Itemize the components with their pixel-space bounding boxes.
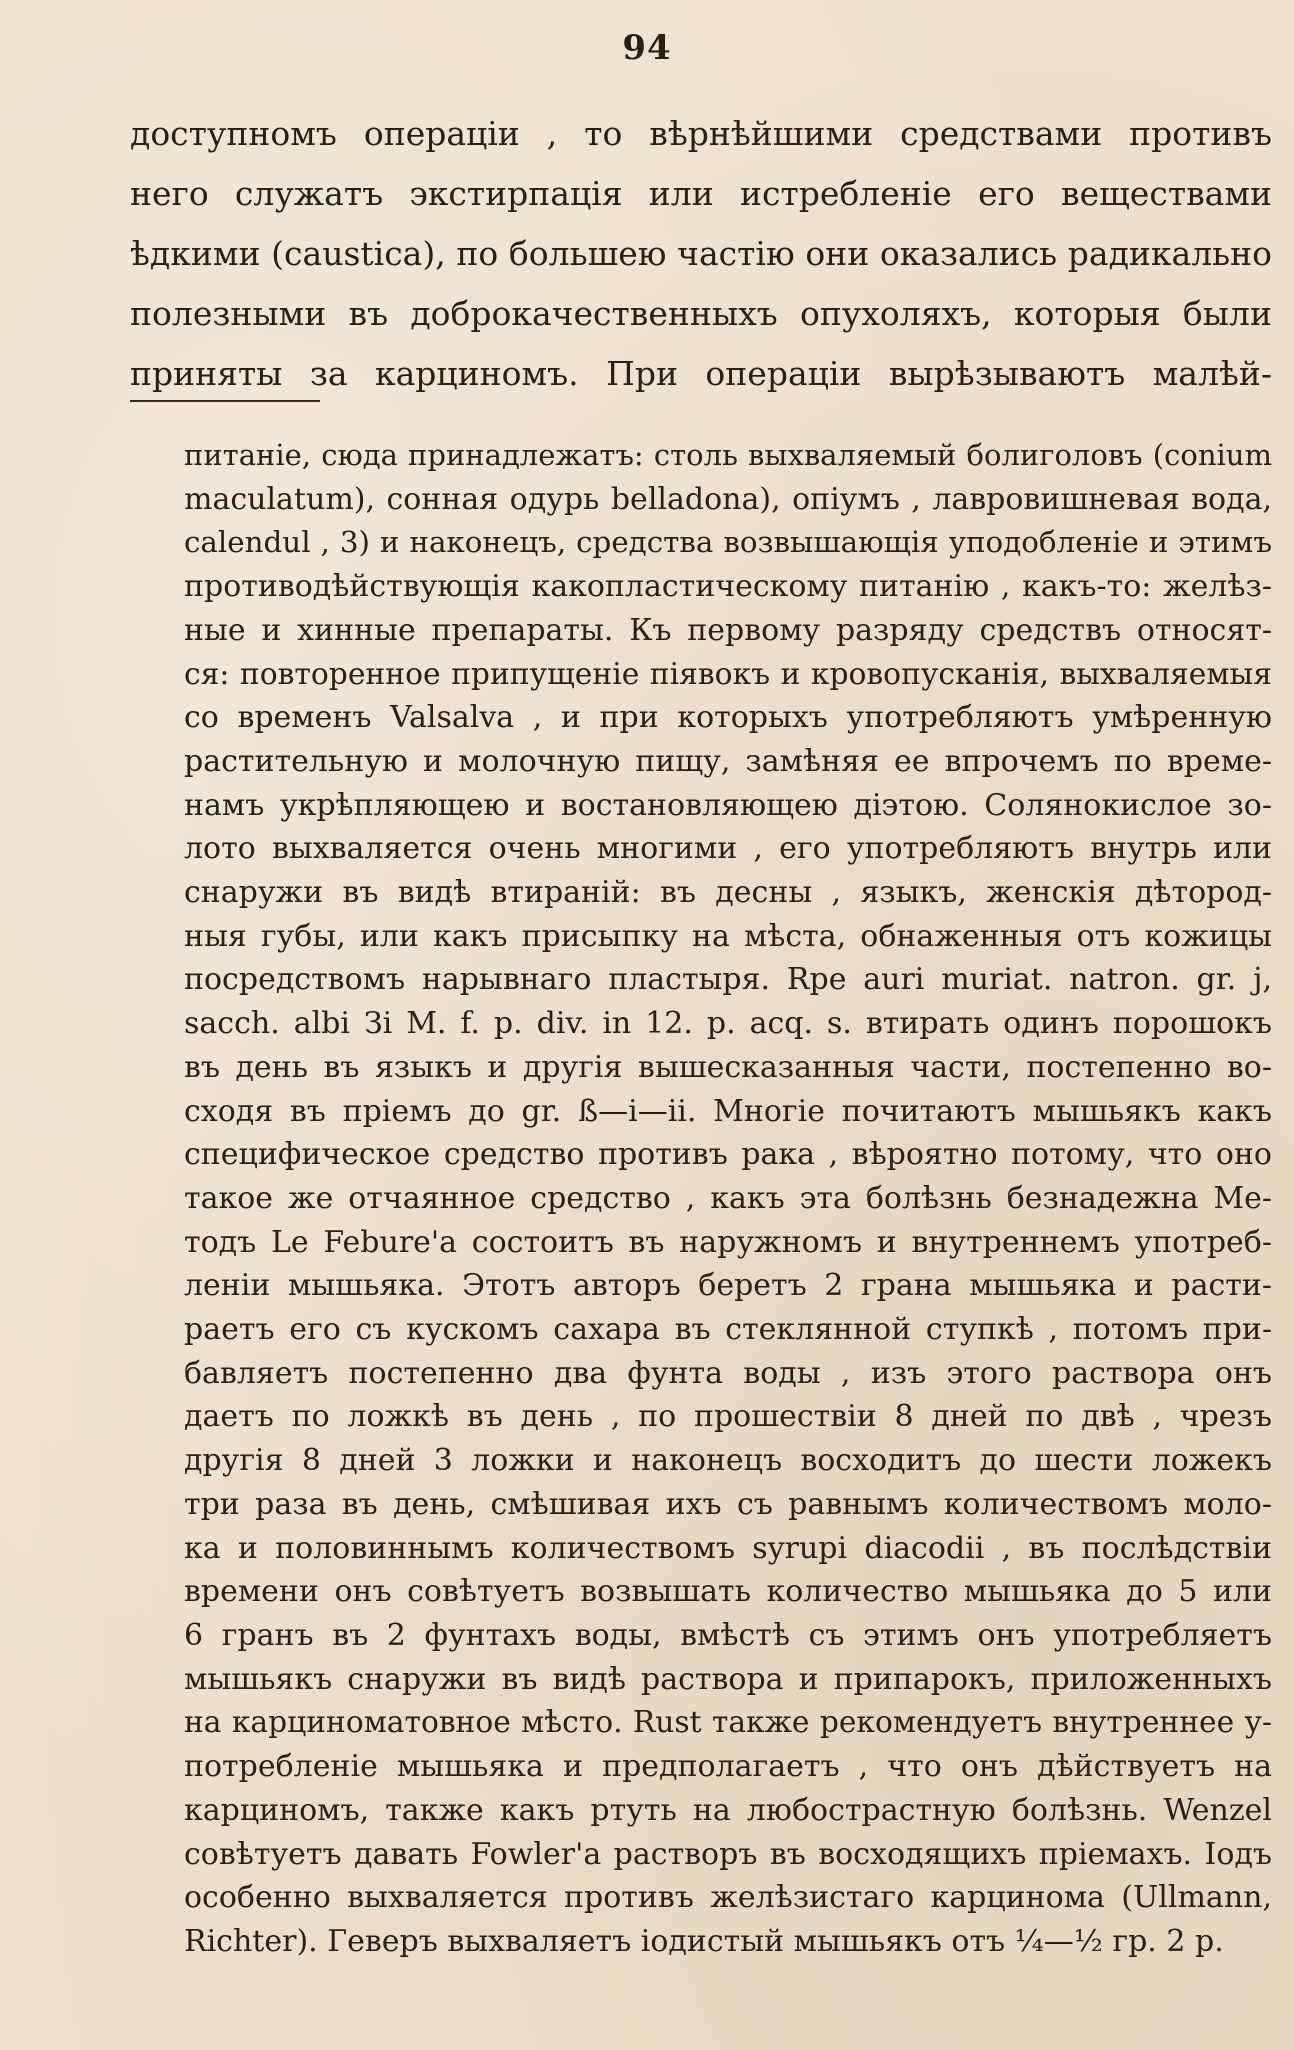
footnote-line: Richter). Геверъ выхваляетъ іодистый мышьякъ отъ ¼—½ гр. 2 р.: [184, 1923, 1224, 1959]
footnote-line: три раза въ день, смѣшивая ихъ съ равнымъ количествомъ моло-: [184, 1486, 1272, 1522]
footnote-line: совѣтуетъ давать Fowler'а растворъ въ восходящихъ пріемахъ. Іодъ: [184, 1836, 1272, 1872]
main-text-line: приняты за карциномъ. При операціи вырѣзываютъ малѣй-: [130, 354, 1272, 393]
footnote-line: леніи мышьяка. Этотъ авторъ беретъ 2 грана мышьяка и расти-: [184, 1268, 1272, 1304]
footnote-line: мышьякъ снаружи въ видѣ раствора и припарокъ, приложенныхъ: [184, 1661, 1272, 1697]
footnote-line: 6 гранъ въ 2 фунтахъ воды, вмѣстѣ съ этимъ онъ употребляетъ: [184, 1617, 1272, 1653]
footnote-line: даетъ по ложкѣ въ день , по прошествіи 8 дней по двѣ , чрезъ: [184, 1399, 1272, 1435]
footnote-line: питаніе, сюда принадлежатъ: столь выхваляемый болиголовъ (conium: [184, 438, 1272, 472]
footnote-line: бавляетъ постепенно два фунта воды , изъ этого раствора онъ: [184, 1355, 1272, 1391]
main-text-line: ѣдкими (caustica), по большею частію они оказались радикально: [130, 234, 1272, 273]
footnote-line: ся: повторенное припущеніе піявокъ и кровопусканія, выхваляемыя: [184, 656, 1272, 692]
footnote-line: такое же отчаянное средство , какъ эта болѣзнь безнадежна Ме-: [184, 1180, 1272, 1216]
footnote-line: карциномъ, также какъ ртуть на любострастную болѣзнь. Wenzel: [184, 1792, 1272, 1828]
footnote-line: специфическое средство противъ рака , вѣроятно потому, что оно: [184, 1137, 1272, 1173]
footnote-line: со временъ Valsalva , и при которыхъ употребляютъ умѣренную: [184, 700, 1272, 736]
footnote-line: calendul , 3) и наконецъ, средства возвышающія уподобленіе и этимъ: [184, 525, 1272, 560]
footnote-line: maculatum), сонная одурь belladona), опіумъ , лавровишневая вода,: [184, 481, 1272, 517]
footnote-divider: [130, 400, 320, 402]
footnote-line: ные и хинные препараты. Къ первому разряду средствъ относят-: [184, 612, 1272, 648]
footnote-line: растительную и молочную пищу, замѣняя ее впрочемъ по време-: [184, 743, 1272, 779]
footnote-line: намъ укрѣпляющею и востановляющею діэтою. Солянокислое зо-: [184, 787, 1272, 823]
footnote-line: снаружи въ видѣ втираній: въ десны , языкъ, женскія дѣтород-: [184, 875, 1272, 911]
main-text-block: [130, 104, 1272, 404]
footnote-line: тодъ Le Febure'а состоитъ въ наружномъ и внутреннемъ употреб-: [184, 1224, 1272, 1260]
main-text-line: доступномъ операціи , то вѣрнѣйшими средствами противъ: [130, 114, 1272, 153]
footnote-line: другія 8 дней 3 ложки и наконецъ восходитъ до шести ложекъ: [184, 1443, 1272, 1479]
footnote-line: особенно выхваляется противъ желѣзистаго карцинома (Ullmann,: [184, 1880, 1272, 1916]
main-text-line: него служатъ экстирпація или истребленіе его веществами: [130, 174, 1272, 213]
main-text-line: полезными въ доброкачественныхъ опухоляхъ, которыя были: [130, 294, 1272, 333]
footnote-line: въ день въ языкъ и другія вышесказанныя части, постепенно во-: [184, 1049, 1272, 1085]
footnote-line: на карциноматовное мѣсто. Rust также рекомендуетъ внутреннее у-: [184, 1705, 1272, 1741]
footnote-line: лото выхваляется очень многими , его употребляютъ внутрь или: [184, 831, 1272, 867]
footnote-line: раетъ его съ кускомъ сахара въ стеклянной ступкѣ , потомъ при-: [184, 1312, 1272, 1348]
footnote-line: потребленіе мышьяка и предполагаетъ , что онъ дѣйствуетъ на: [184, 1749, 1272, 1785]
footnote-line: ныя губы, или какъ присыпку на мѣста, обнаженныя отъ кожицы: [184, 918, 1272, 954]
footnote-line: ка и половиннымъ количествомъ syrupi diacodii , въ послѣдствіи: [184, 1530, 1272, 1566]
footnote-line: противодѣйствующія какопластическому питанію , какъ-то: желѣз-: [184, 569, 1272, 605]
footnote-block: [184, 434, 1272, 1964]
footnote-line: посредствомъ нарывнаго пластыря. Rpe auri muriat. natron. gr. j,: [184, 962, 1272, 998]
page-number: 94: [622, 28, 672, 68]
footnote-line: времени онъ совѣтуетъ возвышать количество мышьяка до 5 или: [184, 1574, 1272, 1610]
footnote-line: сходя въ пріемъ до gr. ß—i—ii. Многіе почитаютъ мышьякъ какъ: [184, 1093, 1272, 1129]
footnote-line: sacch. albi Зі M. f. p. div. in 12. p. acq. s. втирать одинъ порошокъ: [184, 1006, 1272, 1042]
